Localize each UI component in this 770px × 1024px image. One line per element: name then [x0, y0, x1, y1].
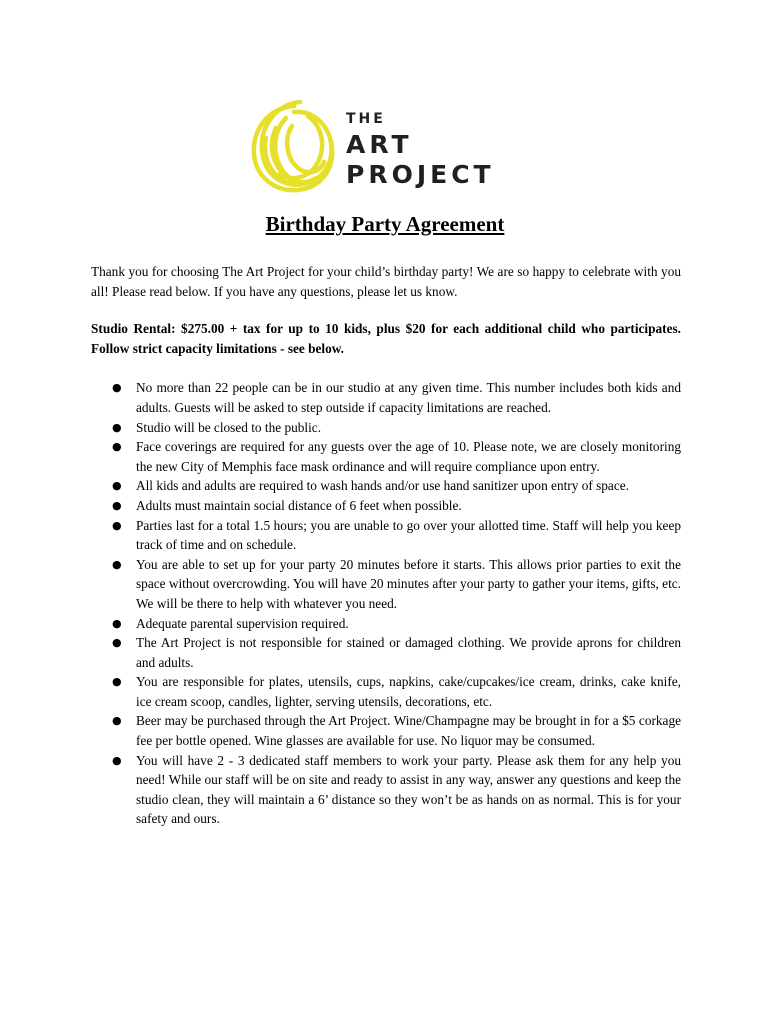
agreement-body	[91, 262, 681, 829]
rule-item	[91, 476, 681, 496]
rule-text: Adequate parental supervision required.	[136, 615, 349, 631]
logo-the: THE	[346, 111, 386, 127]
logo-project: PROJECT	[346, 160, 495, 189]
page-title: Birthday Party Agreement	[265, 212, 505, 236]
rule-text: The Art Project is not responsible for stained or damaged clothing. We provide aprons for children and adults.	[136, 635, 681, 670]
rule-text: All kids and adults are required to wash hands and/or use hand sanitizer upon entry of space.	[136, 478, 629, 494]
rule-item	[91, 418, 681, 438]
rule-item	[91, 378, 681, 417]
rule-item	[91, 496, 681, 516]
rule-item	[91, 614, 681, 634]
rule-text: Parties last for a total 1.5 hours; you are unable to go over your allotted time. Staff will help you keep track of time and on schedule.	[136, 517, 681, 553]
intro-paragraph: Thank you for choosing The Art Project for your child’s birthday party! We are so happy to celebrate with you all! Please read below. If you have any questions, please let us know.	[91, 264, 681, 299]
bullet-icon: ●	[112, 518, 122, 532]
rule-item	[91, 633, 681, 672]
rule-item	[91, 555, 681, 614]
rule-item	[91, 516, 681, 555]
bullet-icon: ●	[112, 714, 122, 728]
rule-text: You are able to set up for your party 20 minutes before it starts. This allows prior parties to exit the space without overcrowding. You will have 20 minutes after your party to gather your items, gifts, etc. We will be there to help with whatever you need.	[136, 556, 681, 611]
bullet-icon: ●	[112, 381, 122, 395]
bullet-icon: ●	[112, 557, 122, 571]
studio-rental-terms: Studio Rental: $275.00 + tax for up to 10 kids, plus $20 for each additional child who participates. Follow strict capacity limitations - see below.	[91, 321, 681, 356]
rule-item	[91, 711, 681, 750]
rule-text: No more than 22 people can be in our studio at any given time. This number includes both kids and adults. Guests will be asked to step outside if capacity limitations are reached.	[136, 380, 681, 415]
bullet-icon: ●	[112, 753, 122, 767]
logo-wordmark	[346, 112, 495, 192]
bullet-icon: ●	[112, 636, 122, 650]
logo-art: ART	[346, 130, 413, 159]
bullet-icon: ●	[112, 479, 122, 493]
bullet-icon: ●	[112, 440, 122, 454]
rule-item	[91, 437, 681, 476]
rule-text: Beer may be purchased through the Art Project. Wine/Champagne may be brought in for a $5 corkage fee per bottle opened. Wine glasses are available for use. No liquor may be consumed.	[136, 713, 681, 749]
rule-text: Studio will be closed to the public.	[136, 419, 322, 435]
art-project-logo	[246, 98, 526, 198]
rules-list	[91, 378, 681, 829]
rule-text: Adults must maintain social distance of 6 feet when possible.	[136, 497, 462, 513]
rule-text: You will have 2 - 3 dedicated staff members to work your party. Please ask them for any help you need! While our staff will be on site and ready to assist in any way, answer any questions and keep the studio clean, they will maintain a 6’ distance so they won’t be as hands on as normal. This is for your safety and ours.	[136, 752, 681, 827]
rule-text: You are responsible for plates, utensils, cups, napkins, cake/cupcakes/ice cream, drinks, cake knife, ice cream scoop, candles, lighter, serving utensils, decorations, etc.	[136, 674, 681, 709]
bullet-icon: ●	[112, 420, 122, 434]
bullet-icon: ●	[112, 498, 122, 512]
rule-text: Face coverings are required for any guests over the age of 10. Please note, we are closely monitoring the new City of Memphis face mask ordinance and will require compliance upon entry.	[136, 439, 681, 474]
bullet-icon: ●	[112, 616, 122, 630]
rule-item	[91, 751, 681, 829]
rule-item	[91, 672, 681, 711]
bullet-icon: ●	[112, 675, 122, 689]
scribble-circle-logo-icon	[246, 98, 341, 198]
